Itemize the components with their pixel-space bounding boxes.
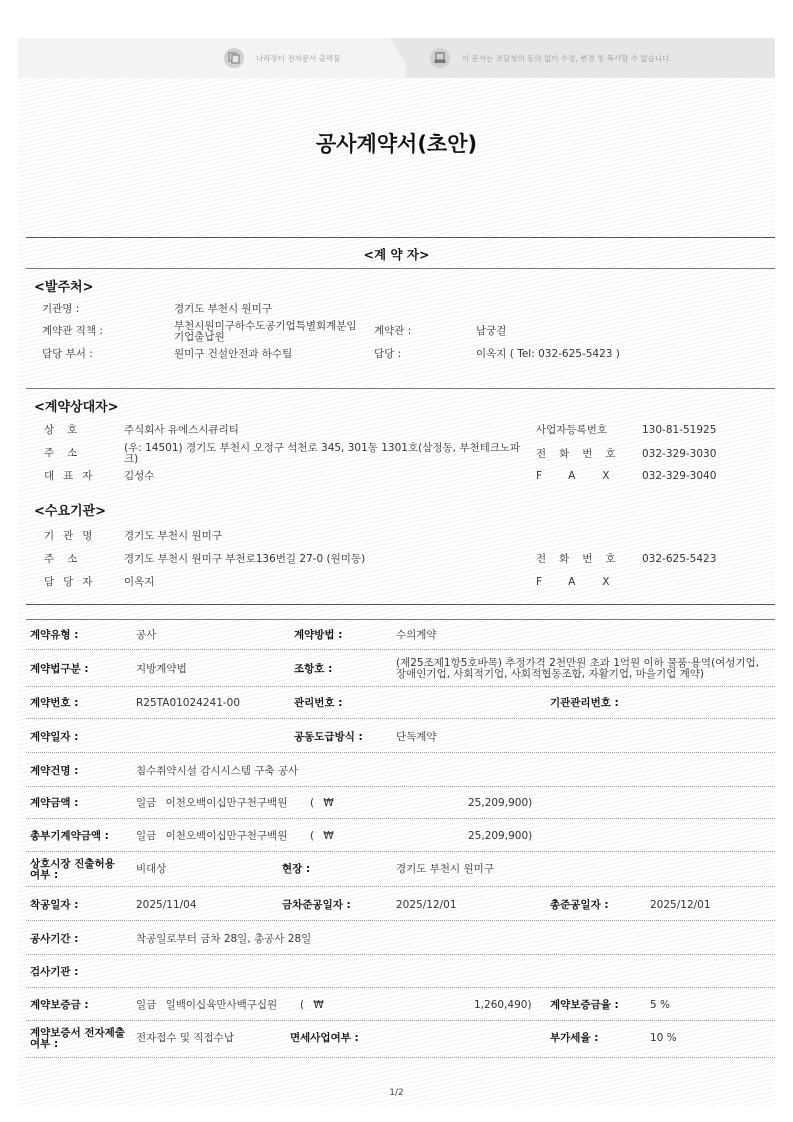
contract-total-currency: ( ₩: [310, 830, 334, 842]
demand-heading: <수요기관>: [34, 504, 107, 519]
contract-amount-value: 25,209,900): [468, 797, 533, 809]
orderer-dept-value: 원미구 건설안전과 하수팀: [174, 348, 293, 360]
contract-deposit-currency: ( ₩: [300, 999, 324, 1011]
contract-deposit-rate-value: 5 %: [650, 999, 670, 1011]
orderer-officer-title-label: 계약관 직책 :: [42, 325, 103, 337]
printer-icon: [430, 48, 450, 68]
contract-name-value: 침수취약시설 감시시스템 구축 공사: [136, 765, 299, 777]
contract-market-value: 비대상: [136, 863, 167, 875]
contract-law-label: 계약법구분 :: [30, 663, 89, 675]
contract-org-mgmt-label: 기관관리번호 :: [550, 697, 619, 709]
contract-start-label: 착공일자 :: [30, 899, 79, 911]
contract-total-label: 총부기계약금액 :: [30, 830, 109, 842]
demand-fax-label: FAX: [536, 576, 637, 588]
orderer-manager-label: 담당 :: [374, 348, 402, 360]
demand-manager-label: 담당자: [44, 576, 102, 588]
demand-manager-value: 이옥지: [124, 576, 155, 588]
contract-type-label: 계약유형 :: [30, 629, 79, 641]
contract-inspect-label: 검사기관 :: [30, 966, 79, 978]
demand-phone-label: 전화번호: [536, 553, 629, 565]
top-bar: [18, 38, 775, 78]
orderer-dept-label: 담당 부서 :: [42, 348, 93, 360]
contract-period-value: 착공일로부터 금차 28일, 총공사 28일: [136, 933, 312, 945]
document-title: 공사계약서(초안): [315, 132, 478, 156]
demand-address-value: 경기도 부천시 원미구 부천로136번길 27-0 (원미동): [124, 553, 366, 565]
contract-total-value: 25,209,900): [468, 830, 533, 842]
document-copy-icon: [224, 48, 244, 68]
counterparty-phone-label: 전화번호: [536, 448, 629, 460]
counterparty-name-value: 주식회사 유에스시큐리티: [124, 424, 239, 436]
contract-name-label: 계약건명 :: [30, 765, 79, 777]
contract-clause-label: 조항호 :: [294, 663, 333, 675]
orderer-officer-title-value: 부천시원미구하수도공기업특별회계분임기업출납원: [174, 320, 357, 343]
demand-org-value: 경기도 부천시 원미구: [124, 530, 222, 542]
counterparty-bizno-label: 사업자등록번호: [536, 424, 608, 436]
contract-method-value: 수의계약: [396, 629, 437, 641]
contract-number-value: R25TA01024241-00: [136, 697, 241, 709]
contract-law-value: 지방계약법: [136, 663, 187, 675]
contract-number-label: 계약번호 :: [30, 697, 79, 709]
contract-interim-label: 금차준공일자 :: [282, 899, 351, 911]
contract-total-words: 일금 이천오백이십만구천구백원: [136, 830, 288, 842]
contract-joint-label: 공동도급방식 :: [294, 731, 363, 743]
counterparty-fax-label: FAX: [536, 470, 637, 482]
contract-vat-value: 10 %: [650, 1032, 677, 1044]
demand-phone-value: 032-625-5423: [642, 553, 717, 565]
contract-taxfree-label: 면세사업여부 :: [290, 1032, 359, 1044]
contract-period-label: 공사기간 :: [30, 933, 79, 945]
orderer-officer-value: 남궁걸: [476, 325, 507, 337]
contract-type-value: 공사: [136, 629, 157, 641]
contract-interim-value: 2025/12/01: [396, 899, 457, 911]
contract-mgmt-label: 관리번호 :: [294, 697, 343, 709]
contractor-heading: <계 약 자>: [363, 247, 430, 262]
contract-date-label: 계약일자 :: [30, 731, 79, 743]
contract-start-value: 2025/11/04: [136, 899, 197, 911]
contract-deposit-rate-label: 계약보증금율 :: [550, 999, 619, 1011]
orderer-org-label: 기관명 :: [42, 303, 80, 315]
contract-site-label: 현장 :: [282, 863, 311, 875]
document-page: [18, 38, 775, 1106]
copy-restriction-notice: 이 문서는 조달청의 동의 없이 수정, 변경 및 복사할 수 없습니다.: [430, 48, 672, 68]
contract-vat-label: 부가세율 :: [550, 1032, 599, 1044]
contract-site-value: 경기도 부천시 원미구: [396, 863, 494, 875]
demand-org-label: 기관명: [44, 530, 102, 542]
contract-final-value: 2025/12/01: [650, 899, 711, 911]
counterparty-phone-value: 032-329-3030: [642, 448, 717, 460]
contract-amount-words: 일금 이천오백이십만구천구백원: [136, 797, 288, 809]
contract-amount-currency: ( ₩: [310, 797, 334, 809]
contract-edoc-value: 전자접수 및 직접수납: [136, 1032, 234, 1044]
orderer-heading: <발주처>: [34, 280, 94, 295]
counterparty-name-label: 상호: [44, 424, 91, 436]
orderer-manager-value: 이옥지 ( Tel: 032-625-5423 ): [476, 348, 620, 360]
counterparty-address-value: (우: 14501) 경기도 부천시 오정구 석천로 345, 301동 1301호(삼정동, 부천테크노파크): [124, 442, 521, 465]
export-notice: 나라장터 전자문서 출력물: [224, 48, 340, 68]
contract-market-label: 상호시장 진출허용 여부 :: [30, 858, 115, 881]
orderer-officer-label: 계약관 :: [374, 325, 412, 337]
contract-amount-label: 계약금액 :: [30, 797, 79, 809]
demand-address-label: 주소: [44, 553, 91, 565]
counterparty-fax-value: 032-329-3040: [642, 470, 717, 482]
contract-clause-value: (제25조제1항5호바목) 추정가격 2천만원 초과 1억원 이하 물품·용역(여성기업, 장애인기업, 사회적기업, 사회적협동조합, 자활기업, 마을기업 계약): [396, 657, 760, 680]
contract-deposit-words: 일금 일백이십육만사백구십원: [136, 999, 278, 1011]
contract-joint-value: 단독계약: [396, 731, 437, 743]
contract-final-label: 총준공일자 :: [550, 899, 609, 911]
orderer-org-value: 경기도 부천시 원미구: [174, 303, 272, 315]
counterparty-heading: <계약상대자>: [34, 400, 119, 415]
counterparty-bizno-value: 130-81-51925: [642, 424, 717, 436]
page-number: 1/2: [389, 1088, 404, 1098]
counterparty-address-label: 주소: [44, 447, 91, 459]
contract-edoc-label: 계약보증서 전자제출여부 :: [30, 1027, 125, 1050]
contract-method-label: 계약방법 :: [294, 629, 343, 641]
counterparty-ceo-value: 김성수: [124, 470, 155, 482]
contract-deposit-value: 1,260,490): [474, 999, 532, 1011]
contract-deposit-label: 계약보증금 :: [30, 999, 89, 1011]
counterparty-ceo-label: 대표자: [44, 470, 102, 482]
